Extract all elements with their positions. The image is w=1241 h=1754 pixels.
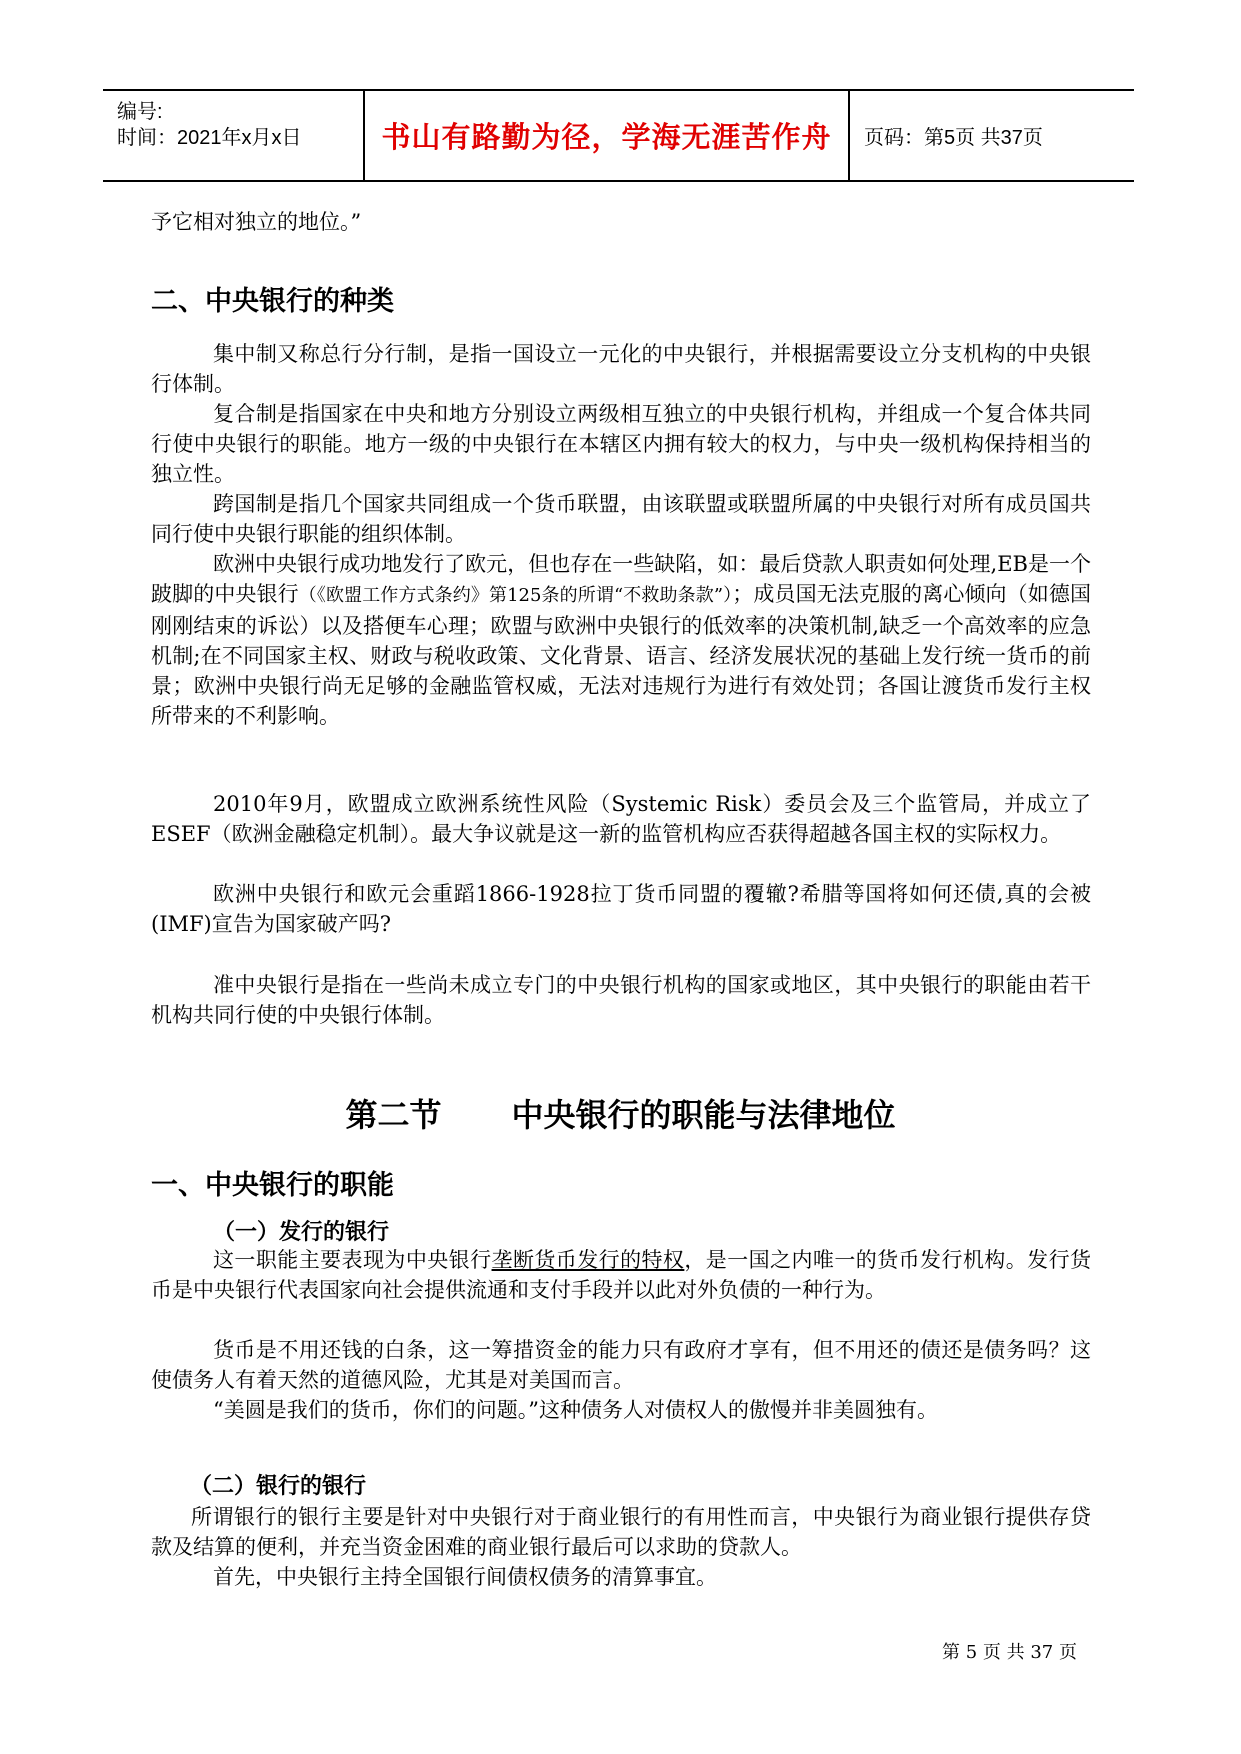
paragraph-clearing: 首先，中央银行主持全国银行间债权债务的清算事宜。 xyxy=(213,1565,717,1589)
heading-central-bank-functions: 一、中央银行的职能 xyxy=(151,1170,394,1201)
paragraph-2010-systemic-risk: 2010年9月，欧盟成立欧洲系统性风险（Systemic Risk）委员会及三个监管局，并成立了ESEF（欧洲金融稳定机制）。最大争议就是这一新的监管机构应否获得超越各国主权的实际权力。 xyxy=(151,792,1091,846)
header-time-label: 时间：2021年x月x日 xyxy=(117,127,302,149)
paragraph-crossnational-system: 跨国制是指几个国家共同组成一个货币联盟，由该联盟或联盟所属的中央银行对所有成员国共同行使中央银行职能的组织体制。 xyxy=(151,492,1091,546)
section-title xyxy=(0,1090,1241,1136)
issue-text-b: ，是一国之内唯一的货币发行机构。发行货币是中央银行代表国家向社会提供流通和支付手段并以此对外负债的一种行为。 xyxy=(151,1248,1092,1302)
paragraph-composite-system: 复合制是指国家在中央和地方分别设立两级相互独立的中央银行机构，并组成一个复合体共同行使中央银行的职能。地方一级的中央银行在本辖区内拥有较大的权力，与中央一级机构保持相当的独立性。 xyxy=(151,402,1091,486)
intro-paragraph: 予它相对独立的地位。” xyxy=(151,210,362,234)
ecb-text-c: ；成员国无法克服的离心倾向（如德国刚刚结束的诉讼）以及搭便车心理；欧盟与欧洲中央银行的低效率的决策机制,缺乏一个高效率的应急机制;在不同国家主权、财政与税收政策、文化背景、语言、经济发展状况的基础上发行统一货币的前景；欧洲中央银行尚无足够的金融监管权威，无法对违规行为进行有效处罚；各国让渡货币发行主权所带来的不利影响。 xyxy=(151,582,1091,728)
ecb-text-a: 欧洲中央银行成功地发行了欧元，但也存在一些缺陷，如：最后贷款人职责如何处理,EB是一个跛脚的中央银行 xyxy=(151,552,1091,606)
paragraph-dollar-quote: “美圆是我们的货币，你们的问题。”这种债务人对债权人的傲慢并非美圆独有。 xyxy=(213,1398,938,1422)
paragraph-iou: 货币是不用还钱的白条，这一筹措资金的能力只有政府才享有，但不用还的债还是债务吗？这使债务人有着天然的道德风险，尤其是对美国而言。 xyxy=(151,1338,1091,1392)
paragraph-quasi-central-bank: 准中央银行是指在一些尚未成立专门的中央银行机构的国家或地区，其中央银行的职能由若干机构共同行使的中央银行体制。 xyxy=(151,973,1091,1027)
ecb-treaty-note: （《欧盟工作方式条约》第125条的所谓“不救助条款”） xyxy=(298,585,733,606)
subheading-bankers-bank: （二）银行的银行 xyxy=(190,1474,367,1499)
header-meta-cell xyxy=(103,91,365,180)
header-motto: 书山有路勤为径，学海无涯苦作舟 xyxy=(365,91,850,180)
paragraph-centralized-system: 集中制又称总行分行制，是指一国设立一元化的中央银行，并根据需要设立分支机构的中央银行体制。 xyxy=(151,342,1091,396)
section-name: 中央银行的职能与法律地位 xyxy=(511,1096,896,1134)
issue-monopoly-underlined: 垄断货币发行的特权 xyxy=(491,1248,685,1272)
paragraph-issue-function xyxy=(151,1245,1091,1305)
paragraph-latin-union: 欧洲中央银行和欧元会重蹈1866-1928拉丁货币同盟的覆辙?希腊等国将如何还债,真的会被(IMF)宣告为国家破产吗? xyxy=(151,882,1091,936)
section-number: 第二节 xyxy=(345,1096,442,1134)
header-page-code: 页码：第5页 共37页 xyxy=(864,127,1043,149)
header-number-label: 编号: xyxy=(117,101,163,123)
subheading-bank-of-issue: （一）发行的银行 xyxy=(213,1220,390,1245)
issue-text-a: 这一职能主要表现为中央银行 xyxy=(213,1248,492,1272)
page-header-table xyxy=(103,89,1134,182)
heading-central-bank-types: 二、中央银行的种类 xyxy=(151,286,394,317)
paragraph-ecb-defects xyxy=(151,549,1091,731)
paragraph-bankers-bank: 所谓银行的银行主要是针对中央银行对于商业银行的有用性而言，中央银行为商业银行提供存贷款及结算的便利，并充当资金困难的商业银行最后可以求助的贷款人。 xyxy=(151,1505,1091,1559)
page-footer: 第 5 页 共 37 页 xyxy=(942,1642,1077,1663)
